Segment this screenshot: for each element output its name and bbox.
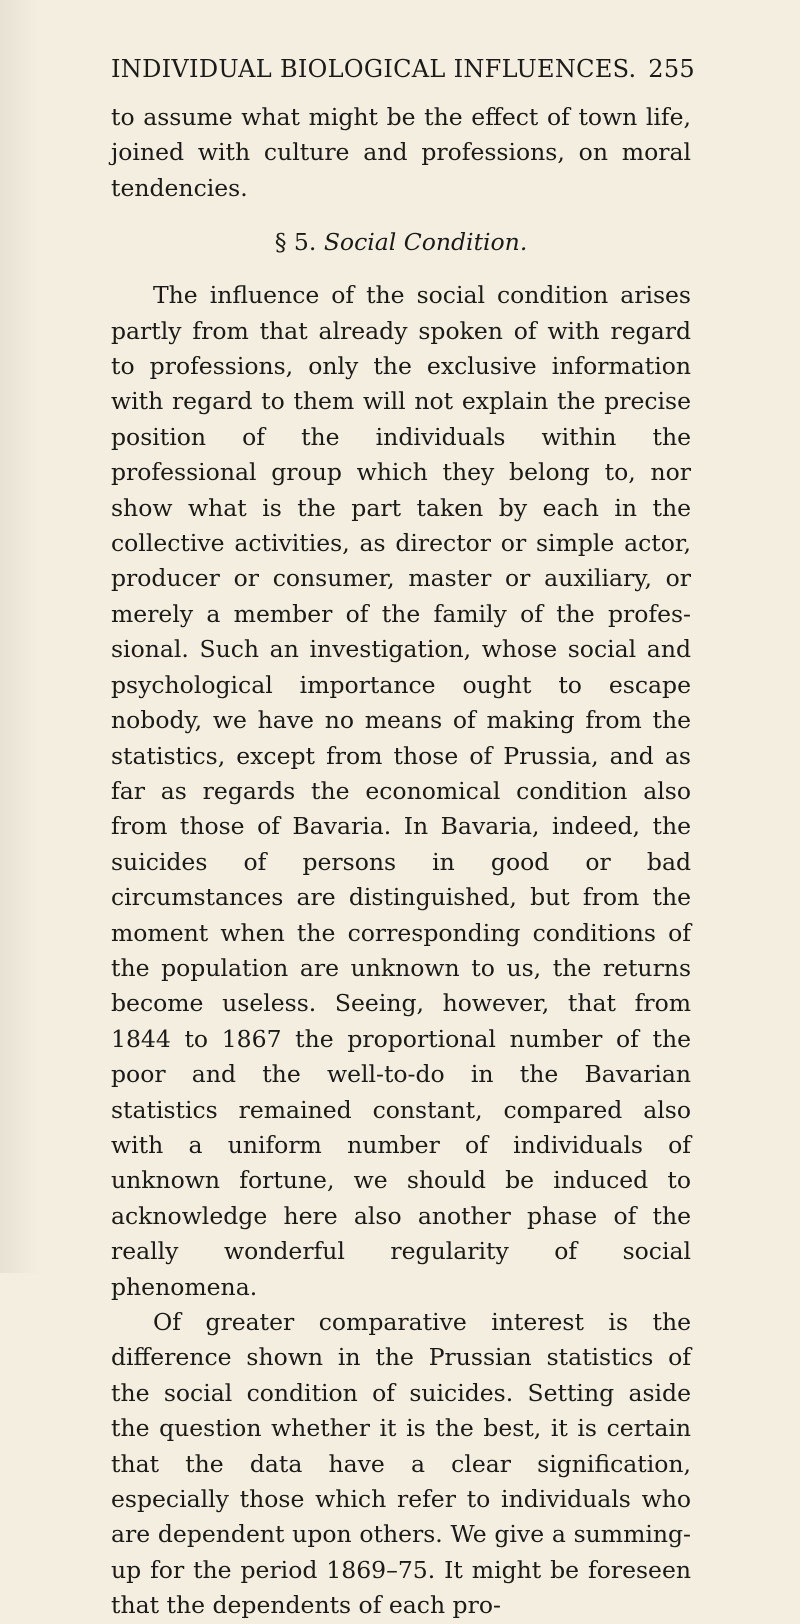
running-title: INDIVIDUAL BIOLOGICAL INFLUENCES. xyxy=(111,55,637,83)
page-number: 255 xyxy=(648,55,695,83)
paragraph-prussian-statistics: Of greater comparative interest is the difference shown in the Prussian statistics of the social condition of suicides. Setting aside the question whether it is the best, it is certain that the data have a clear signification, especially those which refer to individuals who are dependent upon others. We give a summing-up for the period 1869–75. It might be foreseen that the dependents of each pro- xyxy=(111,1308,691,1620)
continued-paragraph: to assume what might be the effect of town life, joined with culture and professions, on moral tendencies. xyxy=(111,103,691,202)
section-title: Social Condition. xyxy=(323,228,528,257)
body-text xyxy=(111,100,691,1624)
paragraph-social-condition: The influence of the social condition arises partly from that already spoken of with regard to professions, only the exclusive information with regard to them will not explain the precise position of the individuals within the professional group which they belong to, nor show what is the part taken by each in the collective activities, as director or simple actor, producer or consumer, master or auxiliary, or merely a member of the family of the professional. Such an investigation, whose social and psychological importance ought to escape nobody, we have no means of making from the statistics, except from those of Prussia, and as far as regards the economical condition also from those of Bavaria. In Bavaria, indeed, the suicides of persons in good or bad circumstances are distinguished, but from the moment when the corresponding conditions of the population are unknown to us, the returns become useless. Seeing, however, that from 1844 to 1867 the proportional number of the poor and the well-to-do in the Bavarian statistics remained constant, compared also with a uniform number of individuals of unknown fortune, we should be induced to acknowledge here also another phase of the really wonderful regularity of social phenomena. xyxy=(111,281,691,1301)
section-heading xyxy=(111,225,691,260)
section-number: § 5. xyxy=(274,228,317,257)
running-header xyxy=(111,55,695,95)
